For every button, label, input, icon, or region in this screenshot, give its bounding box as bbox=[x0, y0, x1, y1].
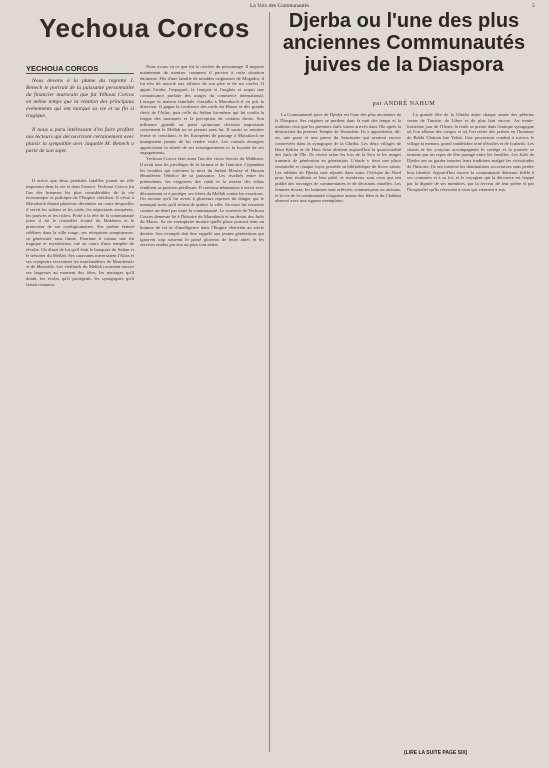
body-text: Il arrive que deux pendules fatallles jouent un rôle important dans la vie et dans l'œuvre. Yechoua Corcos fut l'un des hommes les plus considérables de la vie économique et politique de l'Empire chérifien. Il vécut à Marrakech durant plusieurs décennies au cours desquelles il servit les sultans et les caïds, les négociants européens, les pauvres et les riches. Porté à la tête de la communauté juive il fut le conseiller écouté du Makhzen et le protecteur de ses coreligionnaires. Ses jardins étaient célèbres dans la ville rouge, ses réceptions somptueuses, sa générosité sans limite. Pourtant il connut une fin tragique et mystérieuse, tué au cours d'une tempête de révolte. On disait de lui qu'il était le banquier du Sultan et le trésorier du Mellah. Ses caravanes traversaient l'Atlas et ses comptoirs recevaient les marchandises de Manchester et de Marseille. Les vieillards du Mellah racontent encore ses largesses au moment des fêtes, les mariages qu'il dotait, les écoles qu'il protégeait, les synagogues qu'il faisait restaurer. bbox=[26, 178, 134, 287]
left-article-intro bbox=[26, 78, 134, 161]
right-article-title: Djerba ou l'une des plus anciennes Communautés juives de la Diaspora bbox=[282, 10, 526, 76]
body-text: La grande fête de la Ghriba attire chaque année des pèlerins venus de Tunisie, de Libye et de plus loin encore. Au trente-troisième jour de l'Omer, la foule se presse dans l'antique synagogue où l'on allume des cierges et où l'on récite des prières en l'honneur de Rabbi Chimon bar Yohaï. Une procession conduit à travers le village la menara, grand candélabre orné d'étoffes et de foulards. Les chants et les youyous accompagnent le cortège et la journée se termine par un repas de fête partagé entre les familles. Les Juifs de Djerba ont su garder intactes leurs traditions malgré les vicissitudes de l'histoire. Ils ont traversé les dominations successives sans perdre leur identité. Aujourd'hui encore la communauté demeure fidèle à ses coutumes et à sa foi, et le voyageur qui la découvre est frappé par la dignité de ses membres, par la ferveur de leur prière et par l'hospitalité qu'ils réservent à ceux qui viennent à eux. bbox=[407, 112, 534, 192]
body-text: Nous avons vu ce que fut la carrière du personnage. Il importe maintenant de montrer comment il parvint à cette situation éminente. Fils d'une famille de notables originaires de Mogador, il fut très tôt associé aux affaires de son père et de ses oncles. Il apprit l'arabe, l'espagnol, le français et l'anglais et acquit une connaissance parfaite des usages du commerce international. Lorsque la maison familiale s'installa à Marrakech il en prit la direction. Il gagna la confiance des caïds du Haouz et des grands chefs de l'Atlas, puis celle du Sultan lui-même qui lui confia la frappe des monnaies et la perception de certains droits. Son influence grandit au point qu'aucune décision importante concernant le Mellah ne se prenait sans lui. Il savait se montrer ferme et conciliant, et les Européens de passage à Marrakech ne manquaient jamais de lui rendre visite. Les consuls étrangers appréciaient la sûreté de ses renseignements et la loyauté de ses engagements. bbox=[140, 64, 264, 156]
left-article-column-2 bbox=[140, 64, 264, 749]
intro-paragraph: Nous devons à la plume du regretté J. Benech le portrait de la puissante personnalité du financier marocain que fut Yéhoua Corcos en même temps que la relation des principaux événements qui ont marqué sa vie et sa fin si tragique. bbox=[26, 78, 134, 120]
publication-name: La Voix des Communautés bbox=[250, 3, 310, 9]
body-text: Yechoua Corcos était aussi l'un des vizirs favoris du Makhzen. Il avait tous les privilèges de la fortune et de l'autorité. Cependant les troubles qui suivirent la mort du Sultan Moulay el Hassan ébranlèrent l'édifice de sa puissance. Les rivalités entre les prétendants, les exigences des caïds et la misère des tribus rendirent sa position périlleuse. Il continua néanmoins à servir avec dévouement et à protéger ses frères du Mellah contre les exactions. On raconte qu'il fut averti à plusieurs reprises du danger qui le menaçait mais qu'il refusa de quitter la ville. Sa mort fut ressentie comme un deuil par toute la communauté. Le souvenir de Yechoua Corcos demeure lié à l'histoire de Marrakech et au destin des Juifs du Maroc. Sa vie exemplaire montre quelle place pouvait tenir un homme de foi et d'intelligence dans l'Empire chérifien au siècle dernier. Son exemple doit être rappelé aux jeunes générations qui ignorent trop souvent le passé glorieux de leurs aînés et les services rendus par eux au pays tout entier. bbox=[140, 156, 264, 248]
left-article-column-1 bbox=[26, 178, 134, 748]
body-text: La Communauté juive de Djerba est l'une des plus anciennes de la Diaspora. Ses origines se perdent dans la nuit des temps et la tradition veut que les premiers Juifs soient arrivés dans l'île après la destruction du premier Temple de Jérusalem. Ils y apportèrent, dit-on, une porte et une pierre du Sanctuaire qui seraient encore conservées dans la synagogue de la Ghriba. Les deux villages de Hara Kebira et de Hara Srira abritent aujourd'hui la quasi-totalité des Juifs de l'île. Ils vivent selon les lois de la Tora et les usages transmis de génération en génération. L'étude y tient une place essentielle et chaque foyer possède sa bibliothèque de livres saints. Les rabbins de Djerba sont réputés dans toute l'Afrique du Nord pour leur érudition et leur piété, et nombreux sont ceux qui ont publié des ouvrages de commentaires et de décisions rituelles. Les femmes tissent, les hommes sont orfèvres, commerçants ou artisans, et la vie de la communauté s'organise autour des fêtes et du Chabbat observé avec une rigueur exemplaire. bbox=[275, 112, 401, 204]
right-article-byline: par ANDRÉ NAHUM bbox=[372, 101, 436, 107]
left-article-title: Yechoua Corcos bbox=[39, 13, 250, 43]
left-article-kicker: YECHOUA CORCOS bbox=[26, 64, 134, 74]
right-article-column-1 bbox=[275, 112, 401, 748]
column-rule bbox=[269, 12, 270, 752]
page-number: 5 bbox=[532, 3, 535, 9]
intro-paragraph: Il nous a paru intéressant d'en faire profiter nos lecteurs qui découvriront certainement avec plaisir la sympathie avec laquelle M. Benech a parlé de son sujet. bbox=[26, 126, 134, 154]
right-article-column-2 bbox=[407, 112, 534, 746]
continued-notice: (LIRE LA SUITE PAGE SIX) bbox=[404, 750, 468, 756]
